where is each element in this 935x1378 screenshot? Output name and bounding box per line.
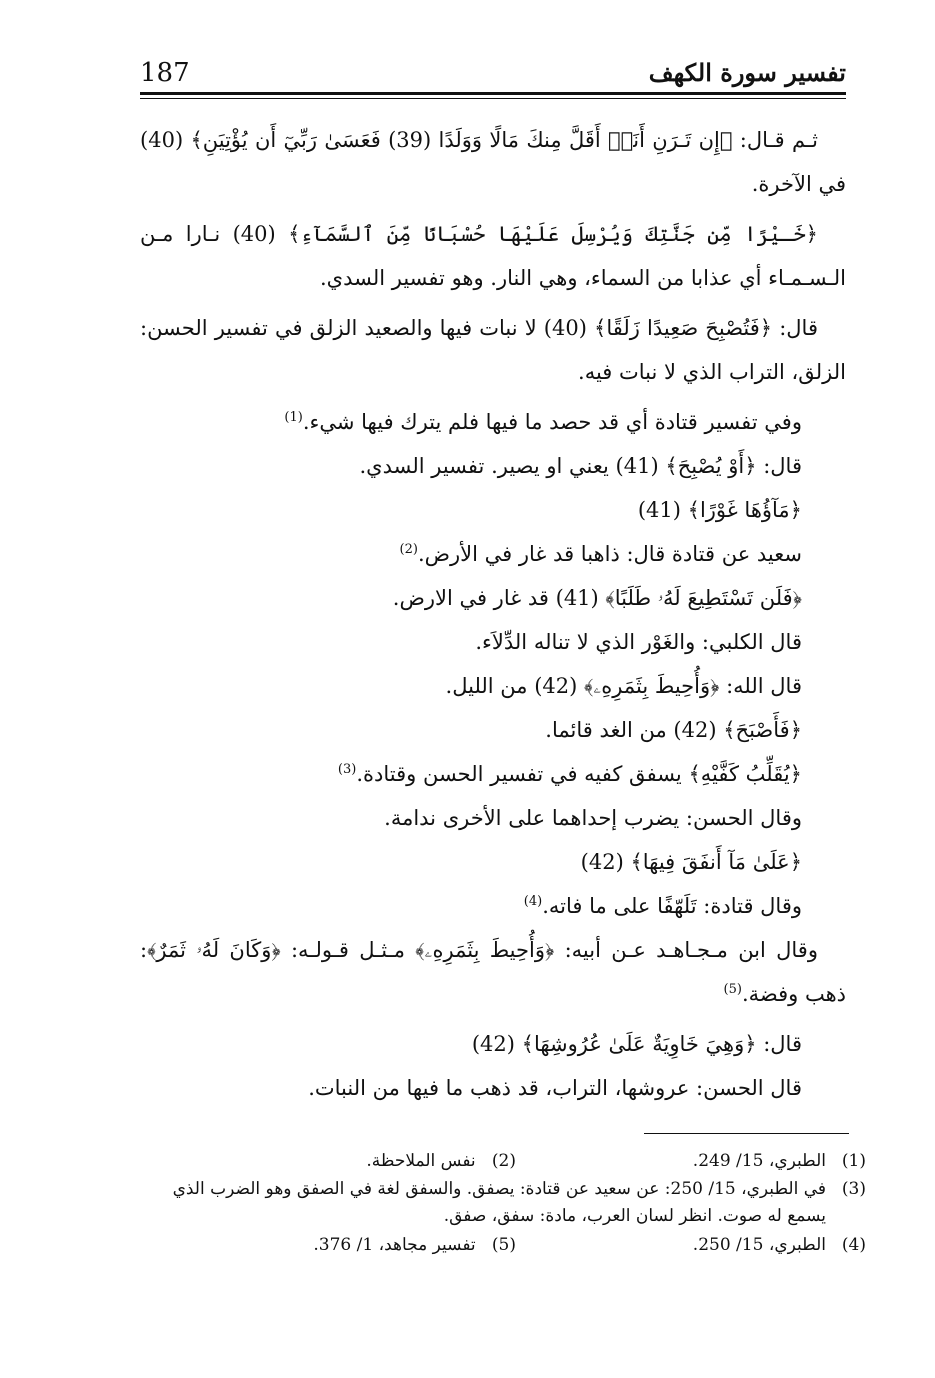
footnote-number: (3) (841, 1179, 866, 1199)
header-rule-thick (140, 92, 846, 95)
footnote-ref: (2) (399, 542, 418, 557)
footnote-number: (1) (841, 1151, 866, 1171)
paragraph: ﴿خَـيْرًا مِّن جَنَّتِكَ وَيُرْسِلَ عَلَيْهَا حُسْبَانًا مِّنَ ٱلسَّمَآءِ﴾ (40) نـارا مـن الـسـمـاء أي عذابا من السماء، وهي النار. وهو تفسير السدي. (140, 222, 846, 290)
text-line: قال: ﴿أَوْ يُصْبِحَ﴾ (41) يعني او يصير. تفسير السدي. (359, 454, 802, 478)
text-line: قال الله: ﴿وَأُحِيطَ بِثَمَرِهِۦ﴾ (42) من الليل. (445, 674, 802, 698)
text-line: ﴿عَلَىٰ مَآ أَنفَقَ فِيهَا﴾ (42) (580, 850, 802, 874)
footnote-row (140, 1232, 866, 1260)
paragraph: قال: ﴿فَتُصْبِحَ صَعِيدًا زَلَقًا﴾ (40) لا نبات فيها والصعيد الزلق في تفسير الحسن: الزلق، التراب الذي لا نبات فيه. (140, 316, 846, 384)
text-line: ﴿يُقَلِّبُ كَفَّيْهِ﴾ يسفق كفيه في تفسير الحسن وقتادة.$^{(3)}$ (337, 762, 802, 786)
footnotes (140, 1148, 866, 1260)
text-line: وقال الحسن: يضرب إحداهما على الأخرى ندامة. (384, 806, 802, 830)
running-title: تفسير سورة الكهف (648, 58, 846, 87)
footnote-ref: (4) (523, 894, 543, 909)
text-line: ﴿مَآؤُهَا غَوْرًا﴾ (41) (637, 498, 802, 522)
page-header (140, 58, 846, 94)
text-line: سعيد عن قتادة قال: ذاهبا قد غار في الأرض.$^{(2)}$ (399, 542, 802, 566)
text-line: وقال قتادة: تَلَهّفًا على ما فاته.$^{(4)}$ (523, 894, 802, 918)
text-line: قال الحسن: عروشها، التراب، قد ذهب ما فيها من النبات. (308, 1076, 802, 1100)
footnote-row (140, 1176, 866, 1230)
footnote-text: الطبري، 15/ 250. (692, 1235, 826, 1255)
text-line: وفي تفسير قتادة أي قد حصد ما فيها فلم يترك فيها شيء.$^{(1)}$ (284, 410, 802, 434)
footnote-number: (5) تفسير مجاهد، 1/ 376. (313, 1235, 516, 1255)
footnote-ref: (3) (337, 762, 357, 777)
footnote-number: (4) (841, 1235, 866, 1255)
page-number: 187 (140, 58, 190, 88)
text-line: ﴿فَأَصْبَحَ﴾ (42) من الغد قائما. (545, 718, 802, 742)
footnote-text: الطبري، 15/ 249. (692, 1151, 826, 1171)
paragraph: ثـم قـال: ﴿إِن تَـرَنِ أَنَا۠ أَقَلَّ مِنكَ مَالًا وَوَلَدًا (39) فَعَسَىٰ رَبِّيٓ أَن يُؤْتِيَنِ﴾ (40) في الآخرة. (140, 128, 846, 196)
body-text (140, 118, 846, 1110)
header-rule-thin (140, 98, 846, 99)
text-line: قال الكلبي: والغَوْر الذي لا تناله الدِّلاَء. (475, 630, 802, 654)
text-line: قال: ﴿وَهِيَ خَاوِيَةٌ عَلَىٰ عُرُوشِهَا﴾ (42) (471, 1032, 802, 1056)
footnote-ref: (5) (723, 982, 742, 997)
footnote-text: تفسير مجاهد، 1/ 376. (313, 1235, 476, 1255)
footnote-row (140, 1148, 866, 1176)
footnote-text: نفس الملاحظة. (366, 1151, 476, 1171)
paragraph: وقال ابن مـجـاهـد عـن أبيه: ﴿وَأُحِيطَ بِثَمَرِهِۦ﴾ مـثـل قـولـه: ﴿وَكَانَ لَهُۥ ثَمَرٌ﴾: ذهب وفضة.$^{(5)}$ (140, 938, 846, 1006)
text-line: ﴿فَلَن تَسْتَطِيعَ لَهُۥ طَلَبًا﴾ (41) قد غار في الارض. (392, 586, 802, 610)
footnote-text: في الطبري، 15/ 250: عن سعيد عن قتادة: يصفق. والسفق لغة في الصفق وهو الضرب الذي يسمع له صوت. انظر لسان العرب، مادة: سفق، صفق. (172, 1179, 826, 1226)
footnote-ref: (1) (284, 410, 303, 425)
footnote-separator (644, 1133, 849, 1134)
footnote-number: (2) نفس الملاحظة. (366, 1151, 516, 1171)
